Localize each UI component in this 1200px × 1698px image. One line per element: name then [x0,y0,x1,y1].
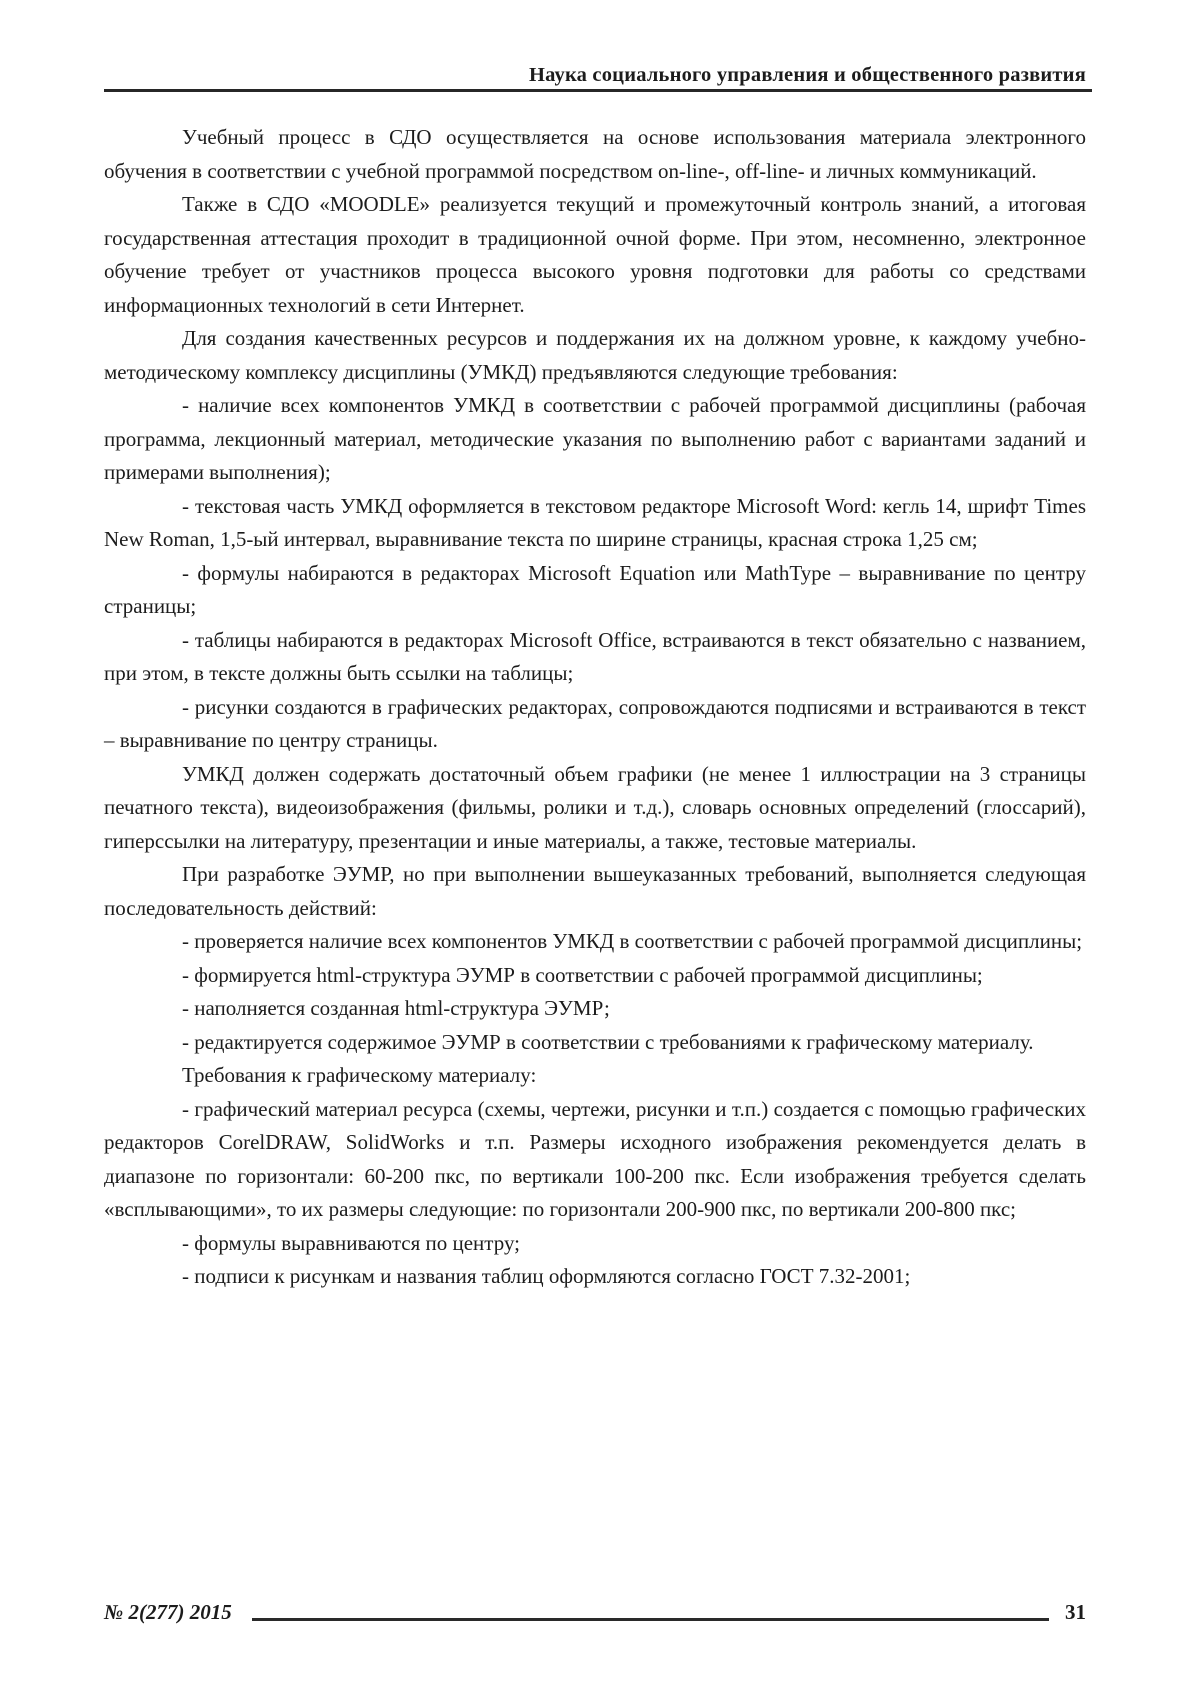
paragraph: - формулы выравниваются по центру; [182,1230,521,1255]
paragraph: - редактируется содержимое ЭУМР в соответствии с требованиями к графическому материалу. [182,1029,1034,1054]
paragraph: - формулы набираются в редакторах Microsoft Equation или MathType – выравнивание по центру страницы; [104,560,1086,618]
paragraph: - таблицы набираются в редакторах Microsoft Office, встраиваются в текст обязательно с названием, при этом, в тексте должны быть ссылки на таблицы; [104,627,1086,685]
paragraph: Также в СДО «MOODLE» реализуется текущий и промежуточный контроль знаний, а итоговая государственная аттестация проходит в традиционной очной форме. При этом, несомненно, электронное обучение требует от участников процесса высокого уровня подготовки для работы со средствами информационных технологий в сети Интернет. [104,192,1086,317]
paragraph: Учебный процесс в СДО осуществляется на основе использования материала электронного обучения в соответствии с учебной программой посредством on-line-, off-line- и личных коммуникаций. [104,125,1086,183]
journal-section-title: Наука социального управления и общественного развития [528,64,1086,86]
paragraph: - графический материал ресурса (схемы, чертежи, рисунки и т.п.) создается с помощью графических редакторов CorelDRAW, SolidWorks и т.п. Размеры исходного изображения рекомендуется делать в диапазоне по горизонтали: 60-200 пкс, по вертикали 100-200 пкс. Если изображения требуется сделать «всплывающими», то их размеры следующие: по горизонтали 200-900 пкс, по вертикали 200-800 пкс; [104,1096,1086,1221]
footer-rule [252,1618,1049,1622]
paragraph: УМКД должен содержать достаточный объем графики (не менее 1 иллюстрации на 3 страницы печатного текста), видеоизображения (фильмы, ролики и т.д.), словарь основных определений (глоссарий), гиперссылки на литературу, презентации и иные материалы, а также, тестовые материалы. [104,761,1086,853]
article-body [104,121,1086,1294]
paragraph: При разработке ЭУМР, но при выполнении вышеуказанных требований, выполняется следующая последовательность действий: [104,862,1086,920]
paragraph: - проверяется наличие всех компонентов УМКД в соответствии с рабочей программой дисциплины; [182,929,1083,953]
paragraph: - формируется html-структура ЭУМР в соответствии с рабочей программой дисциплины; [182,962,983,987]
paragraph: Требования к графическому материалу: [182,1063,537,1087]
paragraph: - рисунки создаются в графических редакторах, сопровождаются подписями и встраиваются в текст – выравнивание по центру страницы. [104,694,1086,752]
paragraph: - наличие всех компонентов УМКД в соответствии с рабочей программой дисциплины (рабочая программа, лекционный материал, методические указания по выполнению работ с вариантами заданий и примерами выполнения); [104,393,1086,484]
paragraph: - подписи к рисункам и названия таблиц оформляются согласно ГОСТ 7.32-2001; [182,1264,911,1288]
paragraph: Для создания качественных ресурсов и поддержания их на должном уровне, к каждому учебно-методическому комплексу дисциплины (УМКД) предъявляются следующие требования: [104,326,1086,384]
journal-issue-label: № 2(277) 2015 [104,1600,232,1624]
paragraph: - наполняется созданная html-структура ЭУМР; [182,996,610,1020]
paragraph: - текстовая часть УМКД оформляется в текстовом редакторе Microsoft Word: кегль 14, шрифт Times New Roman, 1,5-ый интервал, выравнивание текста по ширине страницы, красная строка 1,25 см; [104,493,1086,551]
page-footer [104,1600,1086,1625]
header-rule [104,89,1092,92]
page-number: 31 [1065,1600,1086,1624]
